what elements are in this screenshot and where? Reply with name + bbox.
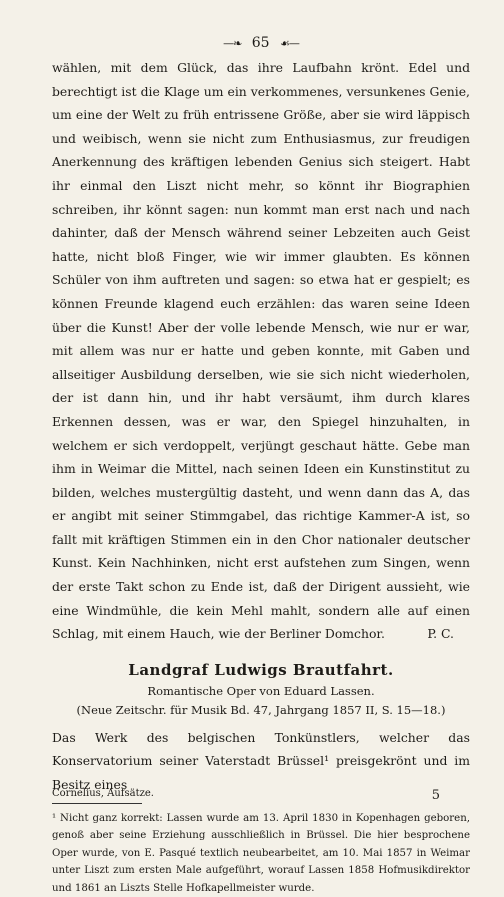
footnote: ¹ Nicht ganz korrekt: Lassen wurde am 13. April 1830 in Kopenhagen geboren, genoß aber seine Erziehung ausschließlich in Brüssel. Die hier besprochene Oper wurde, von E. Pasqué textlich neubearbeitet, am 10. Mai 1857 in Weimar unter Liszt zum ersten Male aufgeführt, worauf Lassen 1858 Hofmusikdirektor und 1861 an Liszts Stelle Hofkapellmeister wurde. [52, 812, 470, 894]
ornament-right: ☙— [280, 37, 299, 50]
article-subtitle: Romantische Oper von Eduard Lassen. [147, 683, 375, 698]
article-source: (Neue Zeitschr. für Musik Bd. 47, Jahrgang 1857 II, S. 15—18.) [76, 702, 446, 717]
page-header [52, 30, 470, 56]
footer-sheet-number: 5 [431, 788, 440, 803]
article-intro: Das Werk des belgischen Tonkünstlers, welcher das Konservatorium seiner Vaterstadt Brüssel¹ preisgekrönt und im Besitz eines [52, 729, 470, 793]
ornament-left: —❧ [223, 37, 242, 50]
page-number: 65 [251, 35, 270, 51]
signature: P. C. [427, 626, 454, 642]
article-title: Landgraf Ludwigs Brautfahrt. [128, 660, 394, 679]
body-text [52, 56, 470, 646]
footer-signature-mark: Cornelius, Aufsätze. [52, 788, 154, 799]
book-page [52, 30, 470, 897]
page-footer [52, 788, 470, 803]
body-paragraph: wählen, mit dem Glück, das ihre Laufbahn krönt. Edel und berechtigt ist die Klage um ein verkommenes, versunkenes Genie, um eine der Welt zu früh entrissene Größe, aber sie wird läppisch und weibisch, wenn sie nicht zum Enthusiasmus, zur freudigen Anerkennung des kräftigen lebenden Genius sich steigert. Habt ihr einmal den Liszt nicht mehr, so könnt ihr Biographien schreiben, ihr könnt sagen: nun kommt man erst nach und nach dahinter, daß der Mensch während seiner Lebzeiten auch Geist hatte, nicht bloß Finger, wie wir immer glaubten. Es können Schüler von ihm auftreten und sagen: so etwa hat er gespielt; es können Freunde klagend euch erzählen: das waren seine Ideen über die Kunst! Aber der volle lebende Mensch, wie nur er war, mit allem was nur er hatte und geben konnte, mit Gaben und allseitiger Ausbildung derselben, wie sie sich nicht wiederholen, der ist dann hin, und ihr habt versäumt, ihm durch klares Erkennen dessen, was er war, den Spiegel hinzuhalten, in welchem er sich verdoppelt, verjüngt geschaut hätte. Gebe man ihm in Weimar die Mittel, nach seinen Ideen ein Kunstinstitut zu bilden, welches mustergültig dasteht, und wenn dann das A, das er angibt mit seiner Stimmgabel, das richtige Kammer-A ist, so fallt mit kräftigen Stimmen ein in den Chor nationaler deutscher Kunst. Kein Nachhinken, nicht erst aufstehen zum Singen, wenn der erste Takt schon zu Ende ist, daß der Dirigent aussieht, wie eine Windmühle, die kein Mehl mahlt, sondern alle auf einen Schlag, mit einem Hauch, wie der Berliner Domchor. [52, 60, 470, 642]
